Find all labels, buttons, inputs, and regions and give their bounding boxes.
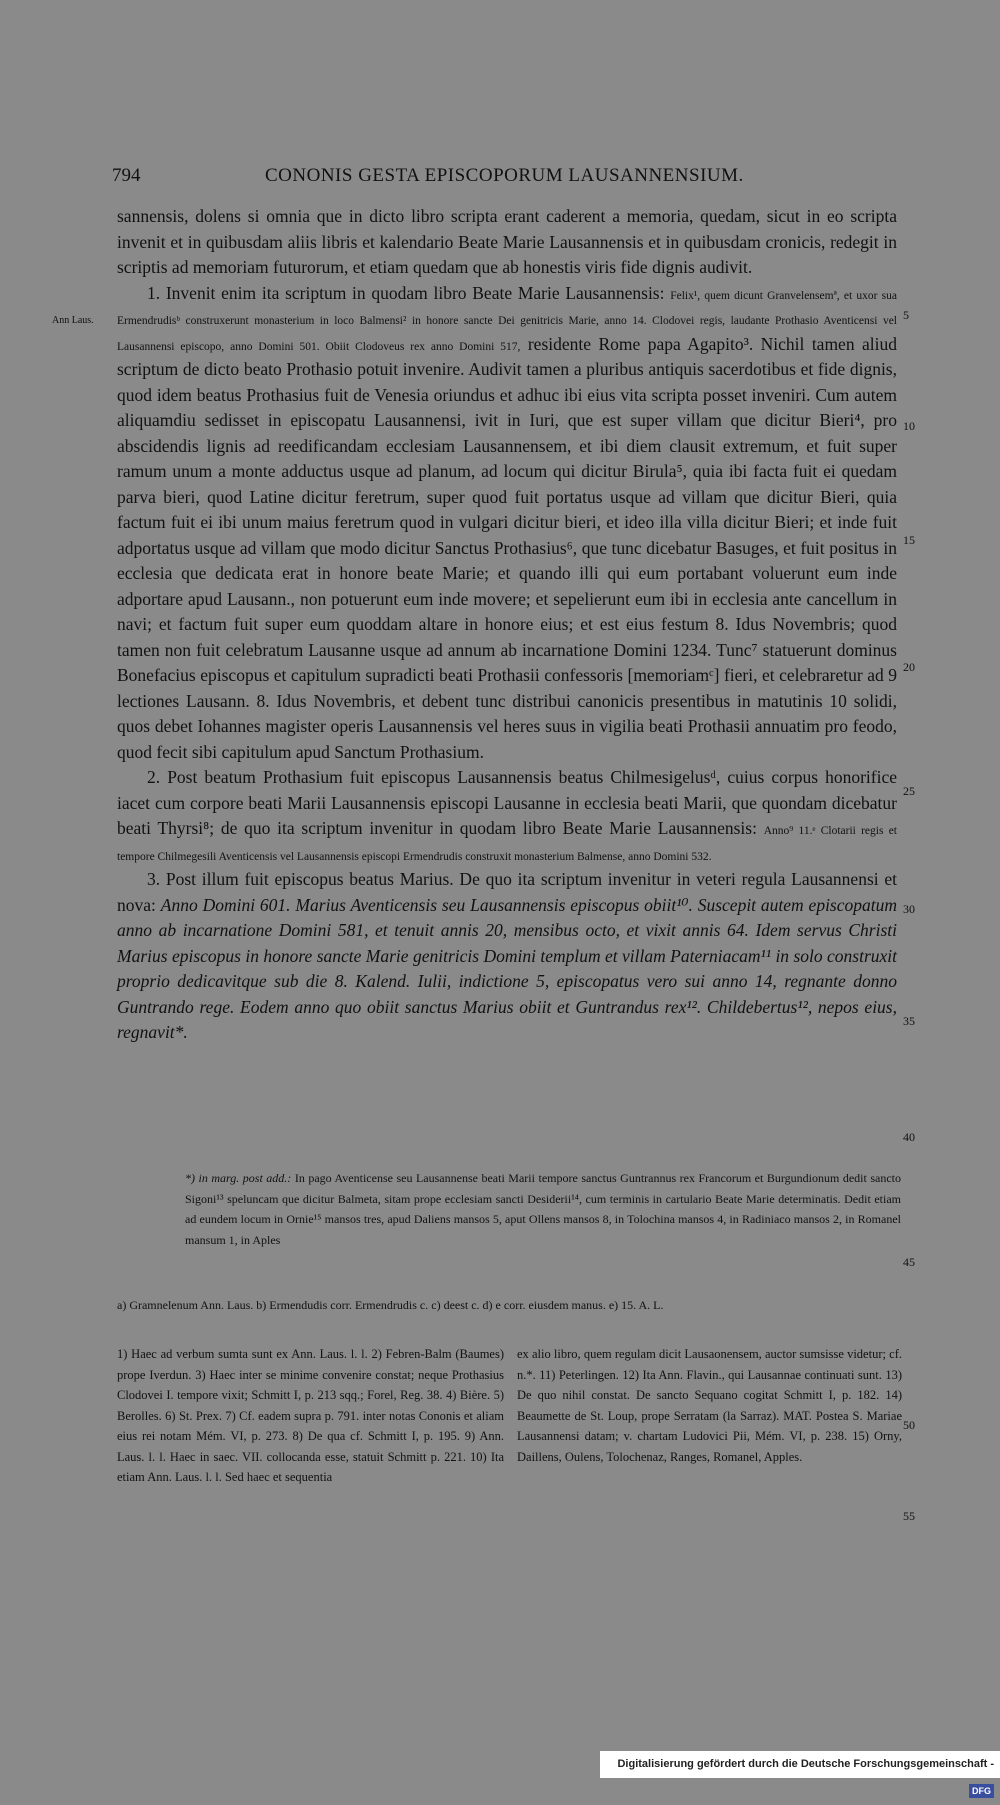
marginal-addition-note <box>185 1168 901 1250</box>
line-number: 50 <box>903 1418 915 1432</box>
line-number: 35 <box>903 1014 915 1028</box>
line-number: 55 <box>903 1509 915 1523</box>
funding-footer <box>600 1751 1000 1797</box>
marginal-addition-label: *) in marg. post add.: <box>185 1171 292 1185</box>
footnotes-right-column: ex alio libro, quem regulam dicit Lausaonensem, auctor sumsisse videtur; cf. n.*. 11) Peterlingen. 12) Ita Ann. Flavin., qui Lausannae continuati sunt. 13) De quo nihil constat. De sancto Sequano cogitat Schmitt I, p. 182. 14) Beaumette de St. Loup, prope Serratam (la Sarraz). MAT. Postea S. Mariae Lausannensi datam; v. chartam Ludovici Pii, Mém. VI, p. 238. 15) Orny, Daillens, Oulens, Tolochenaz, Ranges, Romanel, Apples. <box>517 1347 902 1464</box>
paragraph-1-lead: 1. Invenit enim ita scriptum in quodam libro Beate Marie Lausannensis: <box>147 282 665 303</box>
running-title: CONONIS GESTA EPISCOPORUM LAUSANNENSIUM. <box>265 165 744 186</box>
line-number: 15 <box>903 533 915 547</box>
line-number: 25 <box>903 784 915 798</box>
main-text <box>117 204 897 1046</box>
paragraph-3-lead: 3. Post illum fuit episcopus beatus Marius. De quo ita scriptum invenitur in veteri regula Lausannensi et nova: <box>117 869 897 915</box>
footnotes-left-column: 1) Haec ad verbum sumta sunt ex Ann. Laus. l. l. 2) Febren-Balm (Baumes) prope Iverdun. 3) Haec inter se minime convenire constat; neque Prothasius Clodovei I. tempore vixit; Schmitt I, p. 213 sqq.; Forel, Reg. 38. 4) Bière. 5) Berolles. 6) St. Prex. 7) Cf. eadem supra p. 791. inter notas Cononis et aliam eius rei notam Mém. VI, p. 273. 8) De qua cf. Schmitt I, p. 195. 9) Ann. Laus. l. l. Haec in saec. VII. collocanda esse, statuit Schmitt p. 221. 10) Ita etiam Ann. Laus. l. l. Sed haec et sequentia <box>117 1347 504 1484</box>
marginal-addition-text: In pago Aventicense seu Lausannense beati Marii tempore sanctus Guntrannus rex Francorum et Burgundionum dedit sancto Sigoni¹³ speluncam que dicitur Balmeta, sitam prope ecclesiam sancti Desiderii¹⁴, cum terminis in cartulario Beate Marie determinatis. Dedit etiam ad eundem locum in Ornie¹⁵ mansos tres, apud Daliens mansos 5, aput Ollens mansos 8, in Tolochina mansos 4, in Radiniaco mansos 2, in Romanel mansum 1, in Aples <box>185 1171 901 1247</box>
paragraph-1-rest: residente Rome papa Agapito³. Nichil tamen aliud scriptum de dicto beato Prothasio potuit invenire. Audivit tamen a pluribus antiquis sacerdotibus et fide dignis, quod idem beatus Prothasius fuit de Venesia oriundus et adhuc ibi eius vita scripta posset inveniri. Cum autem aliquamdiu sedisset in episcopatu Lausannensi, ivit in Iuri, que est super villam que dicitur Bieri⁴, pro abscidendis lignis ad reedificandam ecclesiam Lausannensem, et ibi diem clausit extremum, et fuit super ramum unum a monte adductus usque ad planum, ad locum qui dicitur Birula⁵, quia ibi facta fuit ei quedam parva bieri, quod Latine dicitur feretrum, super quod fuit portatus usque ad villam que dicitur Bieri, quia factum fuit ei ibi unum maius feretrum quod in vulgari dicitur bieri, et ideo illa villa dicitur Bieri; et inde fuit adportatus usque ad villam que modo dicitur Sanctus Prothasius⁶, que tunc dicebatur Basuges, et fuit positus in ecclesia que dedicata erat in honore beate Marie; et quando illi qui eum portabant voluerunt eum inde adportare apud Lausann., non potuerunt eum inde movere; et sepelierunt eum ibi in ecclesia ante cancellum in navi; et factum fuit super eum quoddam altare in honore eius; et est eius festum 8. Idus Novembris; quod tamen non fuit celebratum Lausanne usque ad annum ab incarnatione Domini 1234. Tunc⁷ statuerunt dominus Bonefacius episcopus et capitulum supradicti beati Prothasii confessoris [memoriamᶜ] fieri, et celebraretur ad 9 lectiones Lausann. 8. Idus Novembris, et debent tunc distribui canonicis presentibus in matutinis 10 solidi, quos debet Iohannes magister operis Lausannensis vel heres suus in vigilia beati Prothasii annuatim pro feodo, quod fecit sibi capitulum apud Sanctum Prothasium. <box>117 333 898 762</box>
line-number: 40 <box>903 1130 915 1144</box>
paragraph-1 <box>117 281 897 766</box>
line-number: 10 <box>903 419 915 433</box>
paragraph-3-quote: Anno Domini 601. Marius Aventicensis seu Lausannensis episcopus obiit¹⁰. Suscepit autem episcopatum anno ab incarnatione Domini 581, et tenuit annis 20, mensibus octo, et vixit annis 64. Idem servus Christi Marius episcopus in honore sancte Marie genitricis Domini templum et villam Paterniacam¹¹ in solo construxit proprio dedicavitque sub die 8. Kalend. Iulii, indictione 5, episcopatus vero sui anno 14, regnante donno Guntrando rege. Eodem anno quo obiit sanctus Marius obiit et Guntrandus rex¹². Childebertus¹², nepos eius, regnavit*. <box>117 894 898 1042</box>
paragraph-2-lead: 2. Post beatum Prothasium fuit episcopus Lausannensis beatus Chilmesigelusᵈ, cuius corpus honorifice iacet cum corpore beati Marii Lausannensis episcopi Lausanne in ecclesia beati Marii, que quondam dicebatur beati Thyrsi⁸; de quo ita scriptum invenitur in quodam libro Beate Marie Lausannensis: <box>117 767 897 838</box>
paragraph-2 <box>117 765 897 867</box>
funding-text: Digitalisierung gefördert durch die Deutsche Forschungsgemeinschaft - <box>617 1758 994 1770</box>
critical-apparatus: a) Gramnelenum Ann. Laus. b) Ermendudis corr. Ermendrudis c. c) deest c. d) e corr. eiusdem manus. e) 15. A. L. <box>117 1298 664 1312</box>
dfg-logo: DFG <box>969 1784 994 1798</box>
line-number: 45 <box>903 1255 915 1269</box>
margin-note: Ann Laus. <box>52 315 94 326</box>
line-number: 30 <box>903 902 915 916</box>
page-number: 794 <box>112 165 141 186</box>
line-number: 20 <box>903 660 915 674</box>
paragraph-2-quote: Anno⁹ 11.ᵉ Clotarii regis et tempore Chilmegesili Aventicensis vel Lausannensis episcopi Ermendrudis construxit monasterium Balmense, anno Domini 532. <box>117 825 898 863</box>
intro-paragraph: sannensis, dolens si omnia que in dicto libro scripta erant caderent a memoria, quedam, sicut in eo scripta invenit et in quibusdam aliis libris et kalendario Beate Marie Lausannensis et in quibusdam cronicis, redegit in scriptis ad memoriam futurorum, et etiam quedam que ab honestis viris fide dignis audivit. <box>117 206 897 277</box>
paragraph-1-quote: Felix¹, quem dicunt Granvelensemª, et uxor sua Ermendrudisᵇ construxerunt monasterium in loco Balmensi² in honore sancte Dei genitricis Marie, anno 14. Clodovei regis, laudante Prothasio Aventicensi vel Lausannensi episcopo, anno Domini 501. Obiit Clodoveus rex anno Domini 517, <box>117 289 897 353</box>
line-number: 5 <box>903 308 909 322</box>
paragraph-3 <box>117 867 897 1046</box>
